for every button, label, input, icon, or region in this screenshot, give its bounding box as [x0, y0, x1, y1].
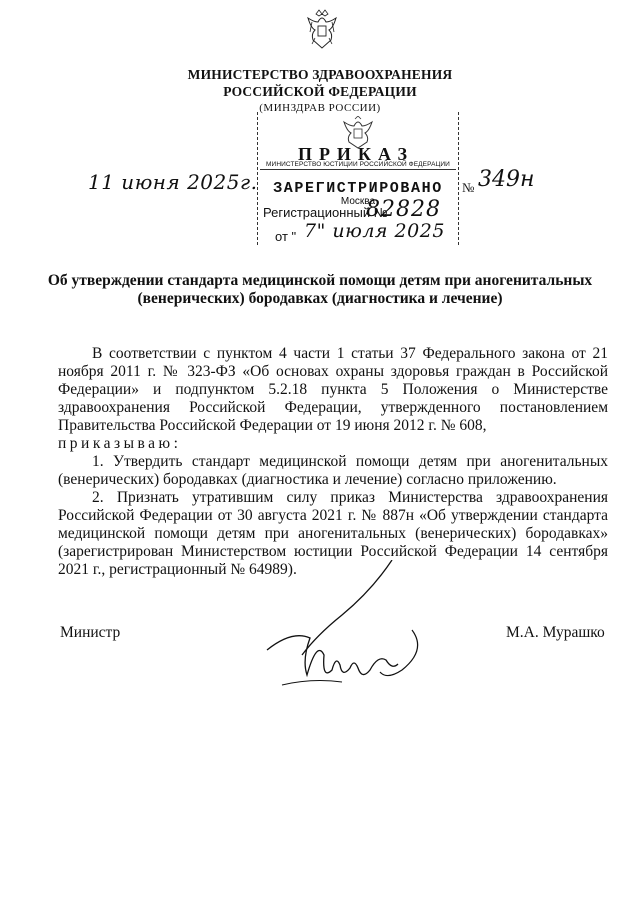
stamp-justice-line: МИНИСТЕРСТВО ЮСТИЦИИ РОССИЙСКОЙ ФЕДЕРАЦИИ [260, 161, 456, 170]
order-number-mark: № [462, 180, 475, 195]
coat-of-arms-icon [303, 8, 341, 52]
ministry-name-line1: МИНИСТЕРСТВО ЗДРАВООХРАНЕНИЯ [187, 67, 453, 82]
title-line1: Об утверждении стандарта медицинской помощи детям при аногенитальных [47, 272, 593, 289]
body-item-1: 1. Утвердить стандарт медицинской помощи детям при аногенитальных (венерических) бородавках (диагностика и лечение) согласно приложению. [58, 453, 608, 488]
document-title [40, 272, 600, 308]
order-heading: ПРИКАЗ [297, 144, 415, 164]
document-body [58, 345, 608, 579]
stamp-reg-label: Регистрационный № [263, 205, 388, 220]
stamp-registered: ЗАРЕГИСТРИРОВАНО [273, 180, 443, 197]
stamp-city: Москва [340, 196, 376, 207]
body-item-2: 2. Признать утратившим силу приказ Министерства здравоохранения Российской Федерации от 30 августа 2021 г. № 887н «Об утверждении стандарта медицинской помощи детям при аногенитальных (венерических) бородавках» (зарегистрирован Министерством юстиции Российской Федерации 14 сентября 2021 г., регистрационный № 64989). [58, 489, 608, 578]
body-paragraph-preamble: В соответствии с пунктом 4 части 1 статьи 37 Федерального закона от 21 ноября 2011 г. № 323-ФЗ «Об основах охраны здоровья граждан в Российской Федерации» и подпунктом 5.2.18 пункта 5 Положения о Министерстве здравоохранения Российской Федерации, утвержденного постановлением Правительства Российской Федерации от 19 июня 2012 г. № 608, [58, 345, 608, 434]
ministry-header [0, 66, 640, 117]
title-line2: (венерических) бородавках (диагностика и лечение) [137, 290, 503, 307]
signatory-name: М.А. Мурашко [506, 624, 605, 641]
stamp-from-label: от " [275, 229, 297, 244]
ministry-short-name: (МИНЗДРАВ РОССИИ) [259, 102, 381, 114]
order-number: 349н [478, 167, 535, 192]
ministry-name-line2: РОССИЙСКОЙ ФЕДЕРАЦИИ [223, 84, 417, 99]
signatory-position: Министр [60, 624, 121, 641]
stamp-reg-number: 82828 [366, 197, 441, 222]
order-date: 11 июня 2025г. [88, 170, 258, 194]
stamp-from-date: 7" июля 2025 [304, 220, 445, 242]
orders-word: приказываю: [58, 435, 182, 452]
handwritten-signature [262, 560, 432, 700]
